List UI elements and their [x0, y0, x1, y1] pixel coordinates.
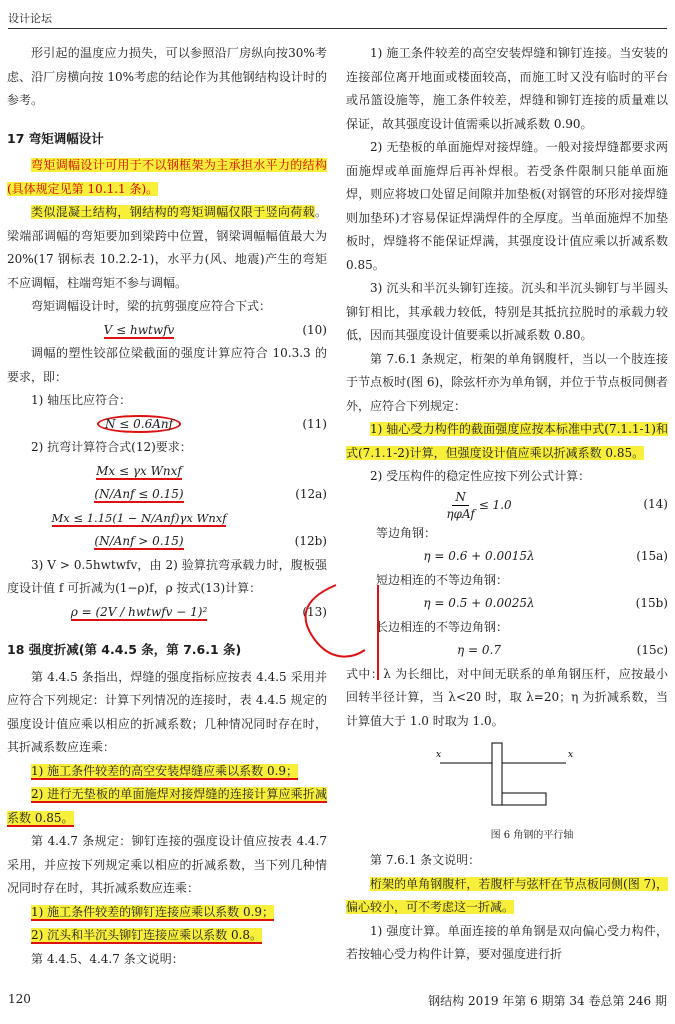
equation-body: Mx ≤ γx Wnxf — [96, 463, 182, 478]
equation-number: (12a) — [295, 487, 327, 501]
equation-15c: η = 0.7 (15c) — [346, 639, 668, 663]
paragraph — [7, 154, 327, 201]
label-long-leg: 长边相连的不等边角钢： — [376, 619, 509, 634]
equation-number: (11) — [302, 416, 327, 431]
equation-14: $\frac{N}{\text{ηφAf}}$ ≤ 1.0 (14) — [446, 489, 668, 521]
equation-body: N ≤ 0.6Anf — [97, 415, 181, 433]
paragraph: 形引起的温度应力损失，可以参照沿厂房纵向按30%考虑、沿厂房横向按 10%考虑的结论作为其他钢结构设计时的参考。 — [7, 46, 327, 107]
highlight: 桁架的单角钢腹杆，若腹杆与弦杆在节点板同侧(图 7)，偏心较小，可不考虑这一折减。 — [346, 876, 668, 914]
paragraph: 1) 施工条件较差的高空安装焊缝和铆钉连接。当安装的连接部位离开地面或楼面较高，而施工时又没有临时的平台或吊篮设施等，施工条件较差，焊缝和铆钉连接的质量难以保证，故其强度设计值需乘以折减系数 0.90。 — [346, 46, 668, 131]
highlight: 1) 施工条件较差的高空安装焊缝应乘以系数 0.9； — [31, 763, 299, 778]
section-heading-17: 17 弯矩调幅设计 — [7, 130, 104, 146]
highlight: 2) 沉头和半沉头铆钉连接应乘以系数 0.8。 — [31, 928, 263, 942]
equation-12a-line2 — [7, 483, 327, 507]
paragraph — [7, 783, 327, 830]
figure-6 — [436, 739, 668, 847]
paragraph: 2) 抗弯计算符合式(12)要求： — [31, 440, 192, 454]
equation-10 — [7, 319, 327, 343]
equation-body: V ≤ hwtwfv — [103, 322, 175, 337]
paragraph — [7, 760, 327, 784]
equation-number: (13) — [302, 604, 327, 619]
highlight: 弯矩调幅设计可用于不以钢框架为主承担水平力的结构(具体规定见第 10.1.1 条)。 — [7, 158, 327, 196]
paragraph: 式中：λ 为长细比，对中间无联系的单角钢压杆，应按最小回转半径计算，当 λ<20 时，取 λ=20；η 为折减系数，当计算值大于 1.0 时取为 1.0。 — [346, 666, 668, 728]
equation-condition: (N/Anf > 0.15) — [94, 534, 184, 548]
page-number: 120 — [8, 992, 31, 1006]
label-short-leg: 短边相连的不等边角钢： — [376, 572, 509, 587]
axis-label: x — [436, 750, 442, 760]
equation-number: (10) — [302, 322, 327, 337]
paragraph: 3) V > 0.5hwtwfv，由 2) 验算抗弯承载力时，腹板强度设计值 f 可折减为(1−ρ)f，ρ 按式(13)计算： — [7, 557, 327, 595]
angle-steel-diagram — [436, 739, 576, 815]
highlight: 2) 进行无垫板的单面施焊对接焊缝的连接计算应乘折减系数 0.85。 — [7, 787, 327, 825]
equation-number: (15b) — [635, 596, 668, 610]
section-heading-18: 18 强度折减(第 4.4.5 条，第 7.6.1 条) — [7, 642, 242, 657]
paragraph — [7, 201, 327, 295]
journal-info: 钢结构 2019 年第 6 期第 34 卷总第 246 期 — [428, 994, 667, 1008]
paragraph — [7, 924, 327, 948]
paragraph — [7, 901, 327, 925]
paragraph: 1) 强度计算。单面连接的单角钢是双向偏心受力构件，若按轴心受力构件计算，要对强度进行折 — [346, 923, 668, 961]
paragraph: 调幅的塑性铰部位梁截面的强度计算应符合 10.3.3 的要求，即： — [7, 346, 327, 384]
paragraph: 第 7.6.1 条规定，桁架的单角钢腹杆，当以一个肢连接于节点板时(图 6)，除弦杆亦为单角钢，并位于节点板同侧者外，应符合下列规定： — [346, 351, 668, 413]
equation-15b: η = 0.5 + 0.0025λ (15b) — [346, 592, 668, 616]
equation-condition: (N/Anf ≤ 0.15) — [94, 487, 184, 501]
right-column — [346, 42, 668, 967]
paragraph: 第 4.4.7 条规定：铆钉连接的强度设计值应按表 4.4.7 采用，并应按下列规定乘以相应的折减系数，当下列几种情况同时存在时，其折减系数应连乘： — [7, 834, 327, 895]
highlight: 类似混凝土结构，钢结构的弯矩调幅仅限于竖向荷载 — [31, 205, 315, 219]
paragraph: 第 4.4.5 条指出，焊缝的强度指标应按表 4.4.5 采用并应符合下列规定：计算下列情况的连接时，表 4.4.5 规定的强度设计值应乘以相应的折减系数；几种情况同时存在时，其折减系数应连乘： — [7, 669, 327, 754]
page-footer — [8, 992, 667, 1009]
paragraph: 3) 沉头和半沉头铆钉连接。沉头和半沉头铆钉与半圆头铆钉相比，其承载力较低，特别是其抵抗拉脱时的承载力较低，因而其强度设计值要乘以折减系数 0.80。 — [346, 281, 668, 342]
left-column — [7, 42, 327, 971]
label-equal-angle: 等边角钢： — [376, 525, 437, 540]
paragraph — [346, 418, 668, 465]
equation-number: (15a) — [636, 549, 668, 563]
highlight: 1) 施工条件较差的铆钉连接应乘以系数 0.9； — [31, 904, 275, 919]
fraction: $\frac{N}{\text{ηφAf}}$ — [446, 489, 475, 521]
paragraph: 2) 无垫板的单面施焊对接焊缝。一般对接焊缝都要求两面施焊或单面施焊后再补焊根。若受条件限制只能单面施焊，则应将坡口处留足间隙并加垫板(对钢管的环形对接焊缝则加垫环)才容易保证焊满焊件的全厚度。当单面施焊不加垫板时，焊缝将不能保证焊满，其强度设计值应乘以折减系数 0.85。 — [346, 140, 668, 272]
equation-number: (14) — [643, 497, 668, 512]
equation-number: (15c) — [636, 643, 668, 657]
figure-caption: 图 6 角钢的平行轴 — [490, 829, 574, 841]
equation-13 — [7, 601, 327, 625]
equation-12b-line1 — [7, 507, 327, 531]
paragraph: 1) 轴压比应符合： — [31, 393, 132, 407]
equation-body: Mx ≤ 1.15(1 − N/Anf)γx Wnxf — [51, 510, 227, 525]
equation-11 — [7, 413, 327, 437]
paragraph: 2) 受压构件的稳定性应按下列公式计算： — [370, 469, 591, 483]
equation-number: (12b) — [294, 534, 327, 548]
equation-12b-line2 — [7, 530, 327, 554]
axis-label: x — [568, 750, 574, 760]
paragraph: 第 7.6.1 条文说明： — [370, 853, 481, 867]
equation-12a-line1 — [7, 460, 327, 484]
paragraph: 弯矩调幅设计时，梁的抗剪强度应符合下式： — [31, 299, 272, 313]
paragraph: 第 4.4.5、4.4.7 条文说明： — [31, 951, 184, 966]
equation-body: ρ = (2V / hwtwfv − 1)² — [70, 604, 208, 619]
equation-15a: η = 0.6 + 0.0015λ (15a) — [346, 545, 668, 569]
section-header: 设计论坛 — [8, 12, 52, 25]
highlight: 1) 轴心受力构件的截面强度应按本标准中式(7.1.1-1)和式(7.1.1-2)计算，但强度设计值应乘以折减系数 0.85。 — [346, 422, 668, 460]
header-rule — [8, 28, 667, 29]
text: 。梁端部调幅的弯矩要加到梁跨中位置，钢梁调幅幅值最大为 20%(17 钢标表 10.2.2-1)，水平力(风、地震)产生的弯矩不应调幅，柱端弯矩不参与调幅。 — [7, 205, 327, 290]
paragraph — [346, 873, 668, 920]
